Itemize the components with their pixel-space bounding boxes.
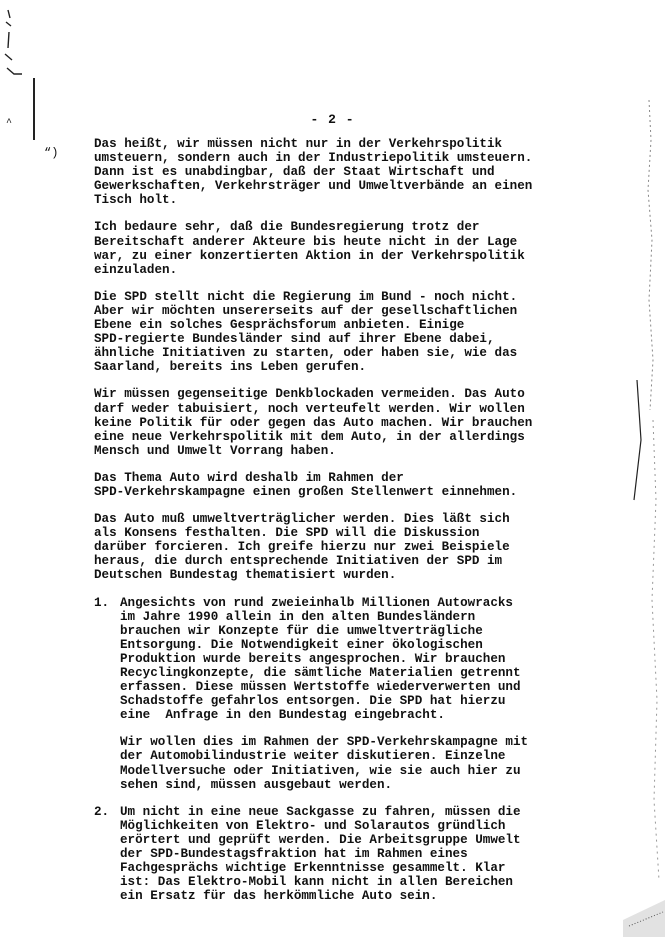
list-item-number: 2. bbox=[94, 804, 110, 819]
list-paragraph: Angesichts von rund zweieinhalb Millionen Autowracks im Jahre 1990 allein in den alten Bundesländern brauchen wir Konzepte für die umweltverträgliche Entsorgung. Die Notwendigkeit einer ökologischen Produktion wurde bereits angesprochen. Wir brauchen Recyclingkonzepte, die sämtliche Materialien getrennt erfassen. Diese müssen Wertstoffe wiederverwerten und Schadstoffe gefahrlos entsorgen. Die SPD hat hierzu eine Anfrage in den Bundestag eingebracht. bbox=[120, 595, 521, 723]
list-item-body bbox=[94, 805, 524, 904]
scan-artifact-right-edge bbox=[623, 80, 665, 937]
scan-artifact-left-line bbox=[33, 78, 35, 140]
numbered-list-item bbox=[94, 805, 524, 904]
document-body bbox=[94, 137, 533, 916]
paragraph: Ich bedaure sehr, daß die Bundesregierung trotz der Bereitschaft anderer Akteure bis heute nicht in der Lage war, zu einer konzertierten Aktion in der Verkehrspolitik einzuladen. bbox=[94, 220, 525, 277]
list-paragraph: Um nicht in eine neue Sackgasse zu fahren, müssen die Möglichkeiten von Elektro- und Solarautos gründlich erörtert und geprüft werden. Die Arbeitsgruppe Umwelt der SPD-Bundestagsfraktion hat im Rahmen eines Fachgesprächs wichtige Erkenntnisse gesammelt. Klar ist: Das Elektro-Mobil kann nicht in allen Bereichen ein Ersatz für das herkömmliche Auto sein. bbox=[120, 804, 521, 904]
list-paragraph: Wir wollen dies im Rahmen der SPD-Verkehrskampagne mit der Automobilindustrie weiter diskutieren. Einzelne Modellversuche oder Initiativen, wie sie auch hier zu sehen sind, müssen ausgebaut werden. bbox=[120, 735, 529, 792]
paragraph: Das Thema Auto wird deshalb im Rahmen der SPD-Verkehrskampagne einen großen Stellenwert einnehmen. bbox=[94, 470, 518, 499]
scan-artifact-top-left bbox=[2, 8, 24, 78]
page-number: - 2 - bbox=[310, 112, 355, 127]
list-item-body bbox=[94, 595, 529, 792]
paragraph: Das heißt, wir müssen nicht nur in der Verkehrspolitik umsteuern, sondern auch in der Industriepolitik umsteuern. Dann ist es unabdingbar, daß der Staat Wirtschaft und Gewerkschaften, Verkehrsträger und Umweltverbände an einen Tisch holt. bbox=[94, 137, 533, 208]
paragraph: Das Auto muß umweltverträglicher werden. Dies läßt sich als Konsens festhalten. Die SPD will die Diskussion darüber forcieren. Ich greife hierzu nur zwei Beispiele heraus, die durch entsprechende Initiativen der SPD im Deutschen Bundestag thematisiert wurden. bbox=[94, 512, 510, 583]
scan-artifact-margin-scribble: “) bbox=[44, 146, 59, 160]
paragraph: Die SPD stellt nicht die Regierung im Bund - noch nicht. Aber wir möchten unsererseits auf der gesellschaftlichen Ebene ein solches Gesprächsforum anbieten. Einige SPD-regierte Bundesländer sind auf ihrer Ebene dabei, ähnliche Initiativen zu starten, oder haben sie, wie das Saarland, bereits ins Leben gerufen. bbox=[94, 289, 518, 375]
scan-artifact-margin-caret: ^ bbox=[6, 118, 13, 129]
numbered-list-item bbox=[94, 595, 529, 792]
list-item-number: 1. bbox=[94, 595, 110, 610]
paragraph: Wir müssen gegenseitige Denkblockaden vermeiden. Das Auto darf weder tabuisiert, noch verteufelt werden. Wir wollen keine Politik für oder gegen das Auto machen. Wir brauchen eine neue Verkehrspolitik mit dem Auto, in der allerdings Mensch und Umwelt Vorrang haben. bbox=[94, 387, 533, 458]
